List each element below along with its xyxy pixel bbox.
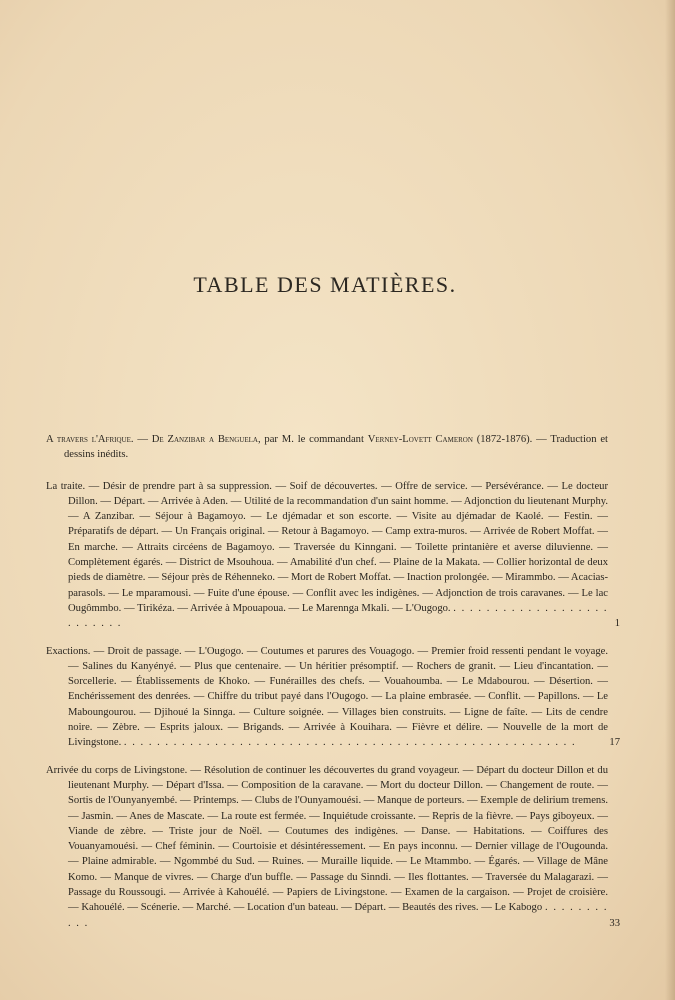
book-author: Verney-Lovett Cameron (367, 434, 473, 445)
table-of-contents (46, 432, 620, 943)
entry-text: La traite. — Désir de prendre part à sa suppression. — Soif de découvertes. — Offre de service. — Persévérance. — Le docteur Dillon. — Départ. — Arrivée à Aden. — Utilité de la recommandation d'un saint homme. — Adjonction du lieutenant Murphy. — A Zanzibar. — Séjour à Bagamoyo. — Le djémadar et son escorte. — Visite au djémadar de Kaolé. — Festin. — Préparatifs de départ. — Un Français original. — Retour à Bagamoyo. — Camp extra-muros. — Arrivée de Robert Moffat. — En marche. — Attraits circéens de Bagamoyo. — Traversée du Kinngani. — Toilette printanière et averse diluvienne. — Complètement égarés. — District de Msouhoua. — Amabilité d'un chef. — Plaine de la Makata. — Collier horizontal de deux pieds de diamètre. — Séjour près de Réhenneko. — Mort de Robert Moffat. — Inaction prolongée. — Mirammbo. — Acacias-parasols. — Le mparamousi. — Fuite d'une épouse. — Conflit avec les indigènes. — Adjonction de trois caravanes. — Le lac Ougômmbo. — Tirikéza. — Arrivée à Mpouapoua. — Le Marennga Mkali. — L'Ougogo. (46, 480, 608, 614)
book-route: De Zanzibar a Benguela (151, 434, 258, 445)
book-heading (46, 432, 608, 463)
toc-entry (46, 763, 620, 931)
leader-dots: . . . . . . . . . . . . . . . . . . . . . . . . . . . . . . . . . . . . . . . . . . . . . . . . . . . . . . . (123, 737, 577, 749)
page-number: 17 (609, 737, 620, 749)
page-edge (665, 0, 675, 1000)
book-by: , par M. le commandant (257, 434, 368, 445)
page-title: TABLE DES MATIÈRES. (193, 272, 457, 297)
toc-entry (46, 479, 620, 632)
book-title: A travers l'Afrique. (46, 434, 134, 445)
leader-dots: . . . . . . . . . . . (68, 902, 608, 929)
book-tail: (1872-1876). — Traduction et dessins inédits. (64, 434, 608, 461)
entry-text: Exactions. — Droit de passage. — L'Ougogo. — Coutumes et parures des Vouagogo. — Premier froid ressenti pendant le voyage. — Salines du Kanyényé. — Plus que centenaire. — Un héritier présomptif. — Rochers de granit. — Lieu d'incantation. — Sorcellerie. — Établissements de Khoko. — Funérailles des chefs. — Vouahoumba. — Le Mdabourou. — Désertion. — Enchérissement des denrées. — Chiffre du tribut payé dans l'Ougogo. — La plaine embrasée. — Conflit. — Papillons. — Le Maboungourou. — Djihoué la Sinnga. — Culture soignée. — Villages bien construits. — Ligne de faîte. — Lits de cendre noire. — Zèbre. — Esprits jaloux. — Brigands. — Arrivée à Kouihara. — Fièvre et délire. — Nouvelle de la mort de Livingstone. (46, 645, 608, 749)
page-number: 33 (609, 917, 620, 929)
leader-dots: . . . . . . . . . . . . . . . . . . . . . . . . . . (68, 602, 608, 630)
entry-text: Arrivée du corps de Livingstone. — Résolution de continuer les découvertes du grand voyageur. — Départ du docteur Dillon et du lieutenant Murphy. — Départ d'Issa. — Composition de la caravane. — Mort du docteur Dillon. — Changement de route. — Sortis de l'Ounyanyembé. — Printemps. — Clubs de l'Ounyamouési. — Manque de porteurs. — Exemple de delirium tremens. — Jasmin. — Anes de Mascate. — La route est fermée. — Inquiétude croissante. — Repris de la fièvre. — Pays giboyeux. — Viande de zèbre. — Triste jour de Noël. — Coutumes des indigènes. — Danse. — Habitations. — Coiffures des Vouanyamouési. — Chef féminin. — Courtoisie et désintéressement. — En pays inconnu. — Dernier village de l'Ougounda. — Plaine admirable. — Ngommbé du Sud. — Ruines. — Muraille liquide. — Le Mtammbo. — Égarés. — Village de Mâne Komo. — Manque de vivres. — Charge d'un buffle. — Passage du Sinndi. — Iles flottantes. — Traversée du Malagarazi. — Passage du Roussougi. — Arrivée à Kahouélé. — Papiers de Livingstone. — Examen de la cargaison. — Projet de croisière. — Kahouélé. — Scénerie. — Marché. — Location d'un bateau. — Départ. — Beautés des rives. — Le Kabogo (46, 764, 608, 914)
page-number: 1 (614, 618, 620, 630)
book-separator: — (133, 434, 152, 445)
toc-entry (46, 644, 620, 751)
